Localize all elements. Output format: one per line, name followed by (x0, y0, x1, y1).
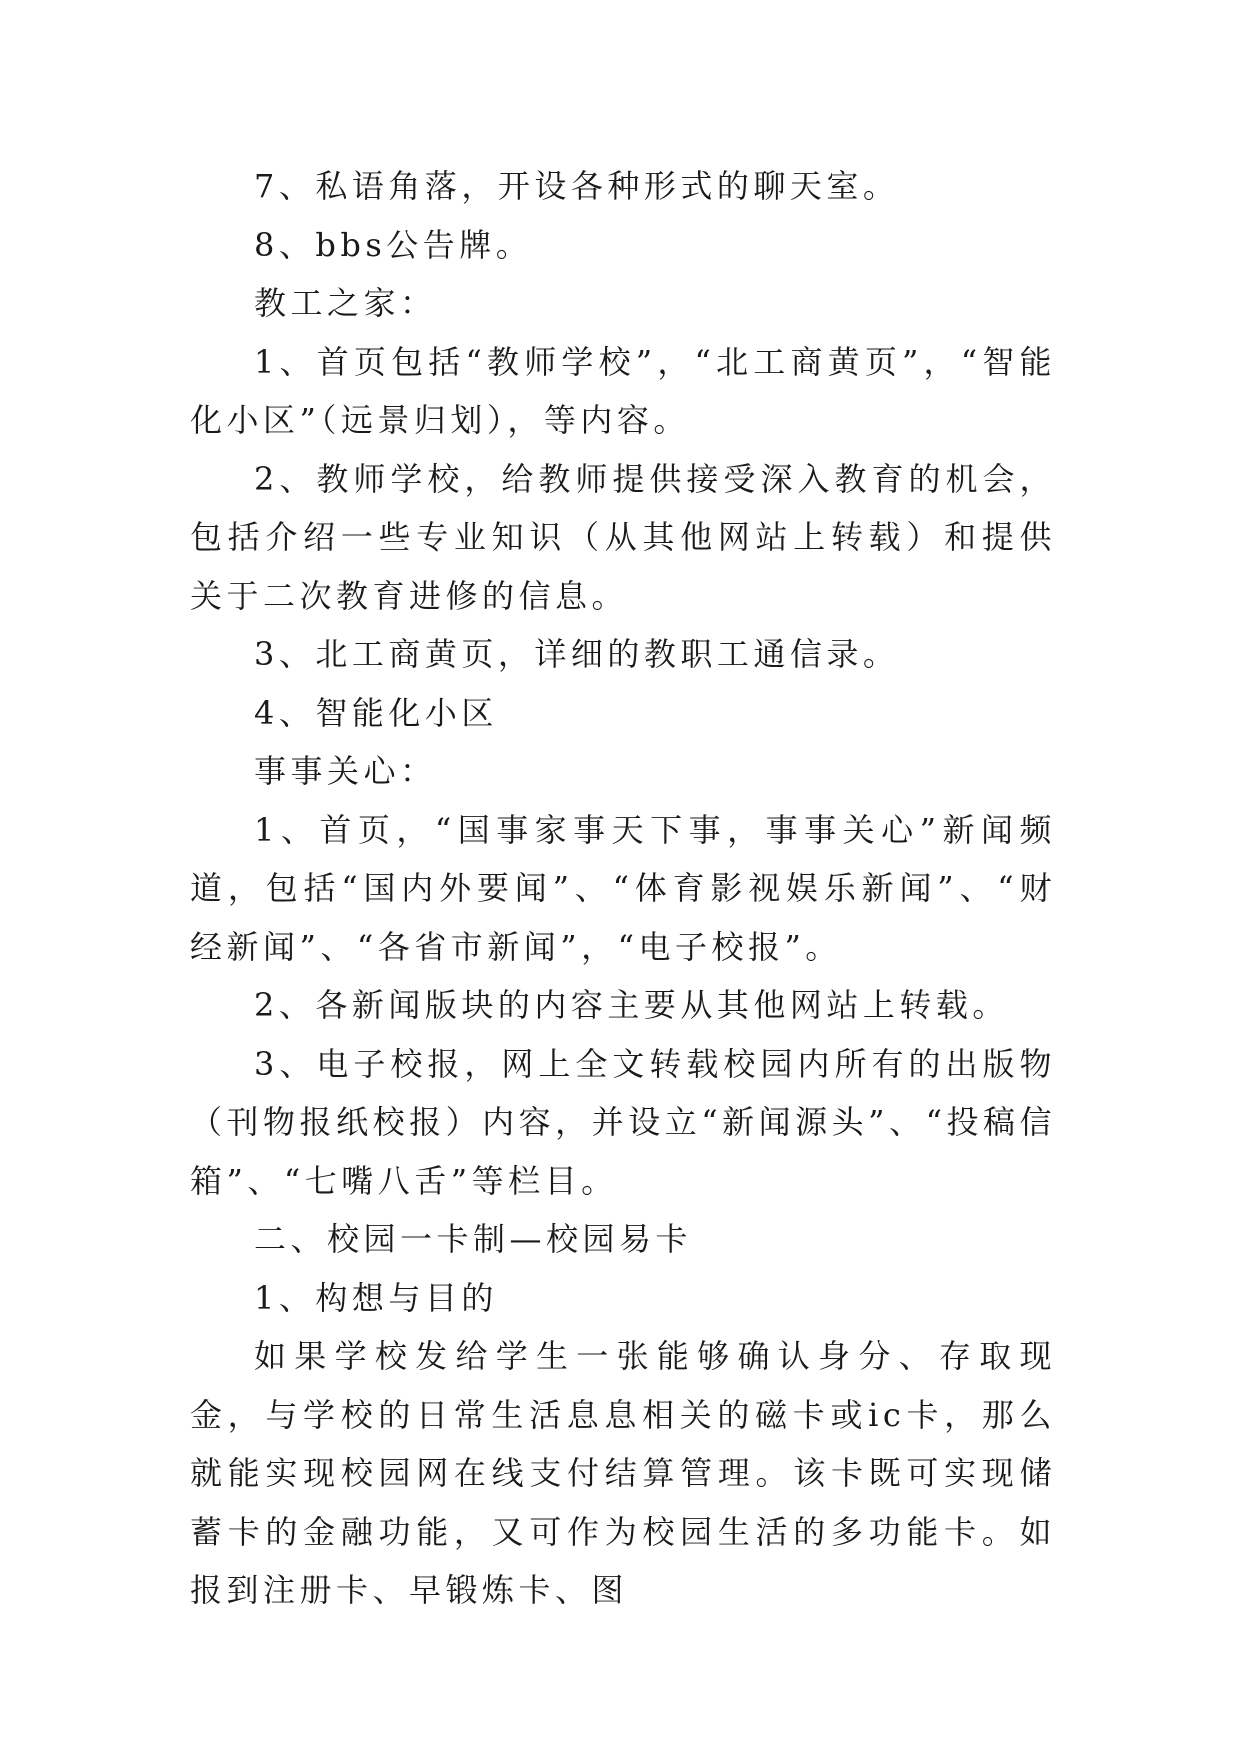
document-body (190, 157, 1056, 1620)
paragraph-news-homepage: 1、首页，“国事家事天下事，事事关心”新闻频道，包括“国内外要闻”、“体育影视娱乐新闻”、“财经新闻”、“各省市新闻”，“电子校报”。 (190, 810, 1056, 966)
heading-campus-card: 二、校园一卡制—校园易卡 (254, 1220, 693, 1258)
paragraph-staff-homepage: 1、首页包括“教师学校”，“北工商黄页”，“智能化小区”（远景归划），等内容。 (190, 342, 1056, 439)
paragraph-news-sections: 2、各新闻版块的内容主要从其他网站上转载。 (254, 986, 1009, 1024)
paragraph-smart-community: 4、智能化小区 (254, 693, 498, 732)
heading-concept-purpose: 1、构想与目的 (254, 1278, 498, 1317)
heading-staff-home: 教工之家： (254, 284, 437, 322)
paragraph-teacher-school: 2、教师学校，给教师提供接受深入教育的机会，包括介绍一些专业知识（从其他网站上转载）和提供关于二次教育进修的信息。 (190, 459, 1056, 615)
paragraph-yellow-pages: 3、北工商黄页，详细的教职工通信录。 (254, 635, 900, 673)
heading-news: 事事关心： (254, 752, 437, 790)
paragraph-chat-rooms: 7、私语角落，开设各种形式的聊天室。 (254, 167, 900, 205)
paragraph-card-description: 如果学校发给学生一张能够确认身分、存取现金，与学校的日常生活息息相关的磁卡或ic卡，那么就能实现校园网在线支付结算管理。该卡既可实现储蓄卡的金融功能，又可作为校园生活的多功能卡。如报到注册卡、早锻炼卡、图 (190, 1337, 1056, 1609)
paragraph-bbs: 8、bbs公告牌。 (254, 225, 533, 264)
paragraph-e-newspaper: 3、电子校报，网上全文转载校园内所有的出版物（刊物报纸校报）内容，并设立“新闻源头”、“投稿信箱”、“七嘴八舌”等栏目。 (190, 1044, 1056, 1200)
